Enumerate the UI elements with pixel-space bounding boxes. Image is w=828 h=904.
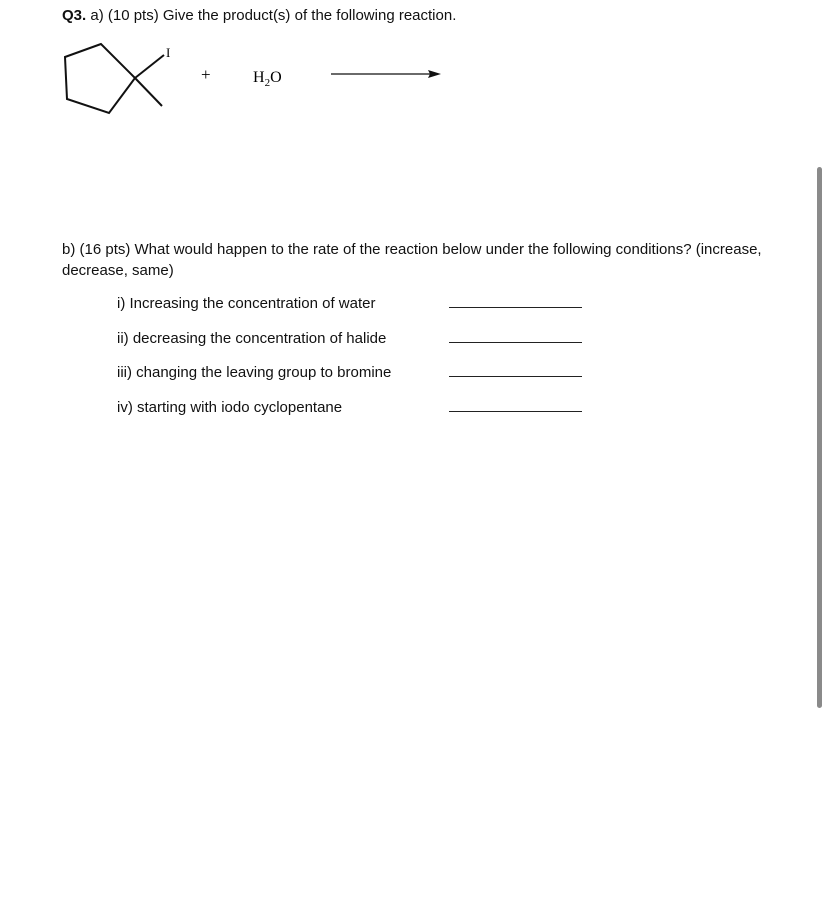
cyclopentane-ring: [65, 44, 135, 113]
condition-label: iii) changing the leaving group to bromine: [117, 364, 392, 381]
condition-item: [117, 329, 597, 364]
condition-label: ii) decreasing the concentration of halide: [117, 329, 387, 347]
condition-item: [117, 363, 597, 398]
condition-label: i) Increasing the concentration of water: [117, 295, 376, 312]
scrollbar-thumb[interactable]: [817, 167, 822, 708]
answer-blank[interactable]: [449, 342, 582, 343]
question-title: [62, 6, 456, 26]
iodo-bond: [135, 55, 164, 78]
answer-blank[interactable]: [449, 411, 582, 412]
methyl-bond: [135, 78, 162, 106]
question-number: Q3.: [62, 7, 87, 24]
reaction-scheme: [60, 40, 460, 125]
reaction-svg: [60, 40, 460, 120]
part-a-title: a) (10 pts) Give the product(s) of the following reaction.: [86, 7, 457, 24]
answer-blank[interactable]: [449, 307, 582, 308]
condition-label: iv) starting with iodo cyclopentane: [117, 398, 343, 416]
condition-item: [117, 398, 597, 433]
plus-sign: +: [201, 65, 211, 84]
condition-item: [117, 294, 597, 329]
answer-blank[interactable]: [449, 376, 582, 377]
condition-list: [117, 294, 597, 432]
reaction-arrow: [331, 70, 441, 78]
part-b-prompt: b) (16 pts) What would happen to the rate of the reaction below under the following conditions? (increase, decrease, same): [62, 241, 762, 279]
iodo-label: I: [166, 45, 171, 60]
water-formula: $H_2O$: [253, 69, 282, 89]
